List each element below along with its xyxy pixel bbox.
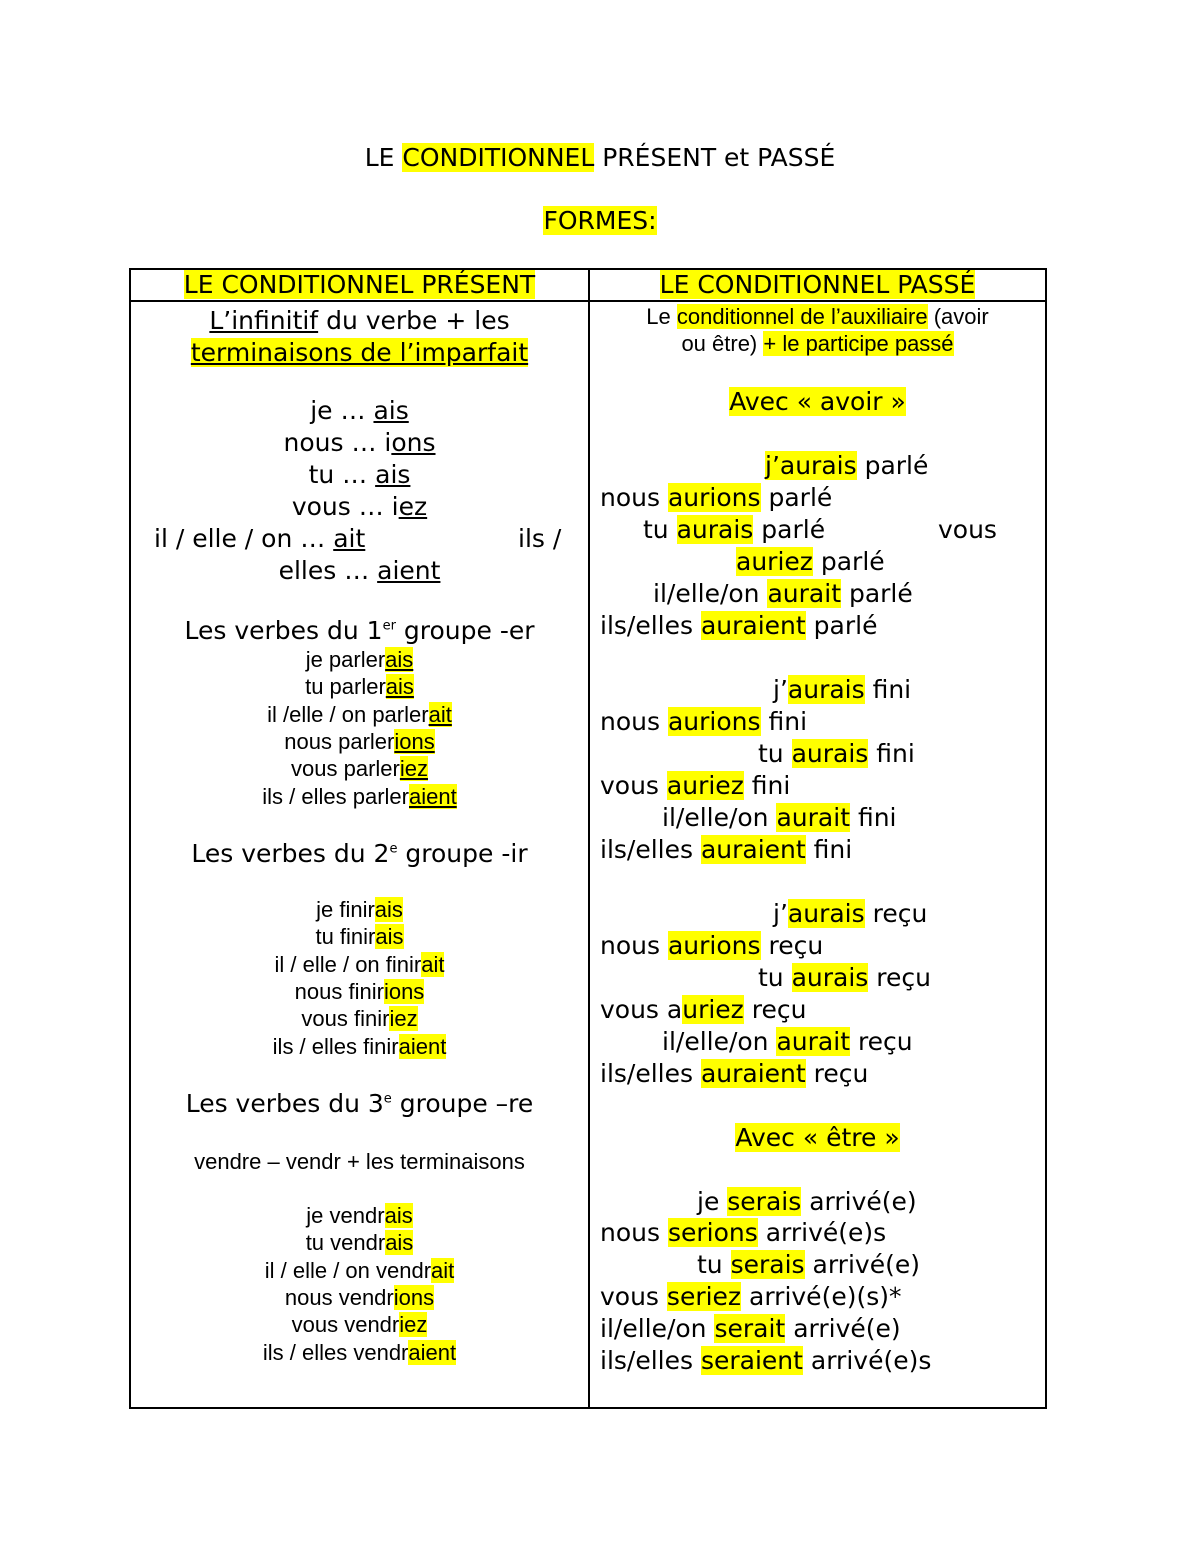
group-title-text: Les verbes du 1	[184, 616, 383, 645]
pronoun: tu	[697, 1250, 731, 1279]
group1-title	[131, 615, 588, 647]
parle-tu	[643, 514, 825, 546]
recu-nous	[600, 930, 823, 962]
verb-ending: ais	[374, 897, 403, 922]
auxiliary: aurais	[791, 739, 869, 768]
verb-ending: ait	[421, 951, 445, 977]
pronoun: ils/elles	[600, 1346, 701, 1375]
verb-stem: ils / elles parler	[262, 783, 409, 809]
verb-stem: vous vendr	[291, 1312, 400, 1338]
verb-ending: ais	[375, 924, 404, 950]
pronoun: tu …	[308, 460, 376, 489]
group1-row	[131, 646, 588, 673]
fini-vous	[600, 770, 790, 802]
parle-vous	[938, 514, 997, 546]
pronoun: tu	[758, 963, 792, 992]
pronoun: vous	[600, 1282, 667, 1311]
verb-ending: ais	[385, 674, 414, 700]
pronoun: vous … i	[291, 492, 399, 521]
pronoun: il/elle/on	[662, 1027, 777, 1056]
pronoun: nous	[600, 931, 668, 960]
group2-row	[131, 896, 588, 923]
rule-text: Le	[646, 304, 677, 329]
verb-stem: tu vendr	[305, 1230, 386, 1256]
auxiliary: aurais	[676, 515, 754, 544]
pronoun: vous	[600, 771, 667, 800]
group1-row	[131, 755, 588, 782]
pronoun: vous	[938, 515, 997, 544]
verb-ending: ais	[385, 647, 414, 672]
participle: arrivé(e)(s)*	[741, 1282, 902, 1311]
arrive-nous	[600, 1217, 886, 1249]
pronoun: elles …	[278, 556, 378, 585]
pronoun: nous	[600, 1218, 668, 1247]
title-text: LE	[364, 143, 403, 172]
verb-ending: ait	[431, 1257, 455, 1283]
auxiliary: serais	[727, 1187, 802, 1216]
verb-stem: il / elle / on finir	[274, 951, 422, 977]
verb-ending: ions	[394, 728, 435, 754]
pronoun: je	[697, 1187, 728, 1216]
verb-ending: iez	[399, 1312, 428, 1338]
auxiliary: aurais	[791, 963, 869, 992]
verb-stem: il /elle / on parler	[267, 701, 429, 727]
passe-rule-line-1	[590, 303, 1045, 331]
verb-stem: je parler	[305, 647, 386, 672]
group-title-text: Les verbes du 3	[185, 1089, 384, 1118]
group-title-sup: e	[389, 841, 398, 857]
verb-ending: iez	[389, 1006, 418, 1032]
verb-ending: aient	[408, 1339, 457, 1365]
group1-row	[131, 783, 588, 810]
verb-stem: tu finir	[315, 924, 376, 950]
ending: ez	[398, 492, 428, 521]
ending-ils	[518, 523, 561, 555]
verb-stem: nous vendr	[284, 1284, 394, 1310]
ending-elles	[131, 555, 588, 587]
rule-text: du verbe + les	[318, 306, 510, 335]
auxiliary: aurait	[767, 579, 841, 608]
pronoun: tu	[643, 515, 677, 544]
ending: ais	[373, 396, 409, 425]
participle: arrivé(e)	[801, 1187, 917, 1216]
fini-tu	[758, 738, 915, 770]
pronoun: ils /	[518, 524, 562, 553]
participle: parlé	[753, 515, 826, 544]
etre-label: Avec « être »	[735, 1123, 900, 1152]
recu-il	[662, 1026, 913, 1058]
participle: parlé	[805, 611, 878, 640]
auxiliary: seriez	[666, 1282, 742, 1311]
pronoun: ils/elles	[600, 611, 701, 640]
verb-stem: je finir	[316, 897, 375, 922]
auxiliary: auriez	[736, 547, 813, 576]
column-divider	[588, 268, 590, 1409]
participle: reçu	[850, 1027, 913, 1056]
terminaisons-text: terminaisons de l’imparfait	[190, 338, 529, 367]
participle: fini	[805, 835, 853, 864]
verb-stem: nous finir	[294, 978, 384, 1004]
auxiliary: uriez	[682, 995, 744, 1024]
arrive-ils	[600, 1345, 931, 1377]
group2-row	[131, 923, 588, 950]
fini-il	[662, 802, 896, 834]
arrive-vous	[600, 1281, 902, 1313]
auxiliary: serions	[667, 1218, 758, 1247]
parle-nous	[600, 482, 832, 514]
recu-j	[773, 898, 927, 930]
pronoun: ils/elles	[600, 1059, 701, 1088]
formes-label: FORMES:	[543, 206, 657, 235]
parle-vous-verb	[736, 546, 885, 578]
auxiliary: auraient	[700, 1059, 806, 1088]
passe-header	[590, 270, 1045, 300]
verb-ending: ais	[385, 1230, 414, 1256]
group2-row	[131, 1033, 588, 1060]
document-title	[0, 140, 1200, 176]
auxiliary: serait	[714, 1314, 786, 1343]
auxiliary: aurions	[667, 931, 761, 960]
participle: arrivé(e)s	[757, 1218, 887, 1247]
arrive-je	[697, 1186, 917, 1218]
passe-header-label: LE CONDITIONNEL PASSÉ	[659, 270, 976, 299]
group2-row	[131, 978, 588, 1005]
verb-ending: aient	[409, 783, 457, 809]
group3-title	[131, 1088, 588, 1120]
pronoun: ils/elles	[600, 835, 701, 864]
pronoun: j’	[773, 899, 788, 928]
participle: arrivé(e)	[804, 1250, 920, 1279]
ending-tu	[131, 459, 588, 491]
verb-ending: ions	[393, 1284, 435, 1310]
recu-tu	[758, 962, 931, 994]
auxiliary: serais	[730, 1250, 805, 1279]
pronoun: j’	[773, 675, 788, 704]
verb-ending: ais	[384, 1203, 413, 1228]
formes-heading	[0, 203, 1200, 239]
parle-il	[653, 578, 913, 610]
participle: reçu	[743, 995, 807, 1024]
recu-ils	[600, 1058, 868, 1090]
pronoun: je …	[310, 396, 374, 425]
auxiliary: aurait	[776, 1027, 850, 1056]
group1-row	[131, 701, 588, 728]
fini-ils	[600, 834, 852, 866]
verb-stem: je vendr	[306, 1203, 385, 1228]
passe-rule-line-2	[590, 330, 1045, 358]
auxiliary: aurais	[787, 899, 865, 928]
participle: reçu	[868, 963, 931, 992]
parle-ils	[600, 610, 877, 642]
verb-ending: ions	[383, 978, 425, 1004]
present-rule-line-2	[131, 337, 588, 369]
recu-vous	[600, 994, 806, 1026]
pronoun: nous … i	[283, 428, 392, 457]
group3-row	[131, 1311, 588, 1338]
verb-stem: ils / elles vendr	[262, 1339, 409, 1365]
present-rule-line-1	[131, 305, 588, 337]
pronoun: il/elle/on	[653, 579, 768, 608]
group-title-text: groupe -ir	[397, 839, 528, 868]
auxiliary: auriez	[666, 771, 744, 800]
etre-heading	[590, 1122, 1045, 1154]
ending: ons	[391, 428, 436, 457]
rule-text: (avoir	[927, 304, 989, 329]
avoir-heading	[590, 386, 1045, 418]
pronoun: tu	[758, 739, 792, 768]
group3-row	[131, 1202, 588, 1229]
participle: reçu	[760, 931, 824, 960]
verb-ending: iez	[399, 756, 428, 782]
ending: ais	[375, 460, 411, 489]
ending-il	[154, 523, 365, 555]
auxiliary: aurions	[667, 483, 761, 512]
participle: fini	[864, 675, 912, 704]
auxiliary: auraient	[700, 611, 806, 640]
verb-ending: aient	[398, 1033, 447, 1059]
participle: parlé	[841, 579, 913, 608]
group1-row	[131, 728, 588, 755]
group3-row	[131, 1284, 588, 1311]
group2-title	[131, 838, 588, 870]
group1-row	[131, 673, 588, 700]
group-title-text: Les verbes du 2	[191, 839, 390, 868]
ending: aient	[377, 556, 441, 585]
rule-highlight: + le participe passé	[763, 331, 954, 356]
arrive-tu	[697, 1249, 920, 1281]
auxiliary: auraient	[700, 835, 806, 864]
group3-row	[131, 1339, 588, 1366]
group3-row	[131, 1229, 588, 1256]
verb-stem: il / elle / on vendr	[264, 1257, 432, 1283]
participle: arrivé(e)s	[802, 1346, 932, 1375]
auxiliary: aurait	[776, 803, 850, 832]
verb-stem: ils / elles finir	[272, 1033, 399, 1059]
participle: fini	[850, 803, 897, 832]
verb-stem: nous parler	[284, 728, 395, 754]
pronoun: nous	[600, 483, 668, 512]
present-header-label: LE CONDITIONNEL PRÉSENT	[183, 270, 536, 299]
participle: parlé	[812, 547, 885, 576]
verb-stem: tu parler	[305, 674, 386, 700]
ending: ait	[333, 524, 366, 553]
participle: fini	[868, 739, 915, 768]
pronoun: il/elle/on	[600, 1314, 715, 1343]
group-title-text: groupe –re	[391, 1089, 534, 1118]
participle: arrivé(e)	[785, 1314, 901, 1343]
verb-stem: vous parler	[291, 756, 400, 782]
rule-text: ou être)	[681, 331, 764, 356]
infinitif-text: L’infinitif	[209, 306, 319, 335]
pronoun: il / elle / on …	[154, 524, 334, 553]
group-title-sup: er	[382, 618, 396, 634]
verb-ending: ait	[428, 701, 452, 727]
ending-je	[131, 395, 588, 427]
auxiliary: j’aurais	[765, 451, 857, 480]
participle: reçu	[805, 1059, 869, 1088]
auxiliary: aurions	[667, 707, 761, 736]
participle: parlé	[856, 451, 929, 480]
rule-highlight: conditionnel de l’auxiliaire	[676, 304, 928, 329]
pronoun: il/elle/on	[662, 803, 777, 832]
arrive-il	[600, 1313, 901, 1345]
participle: parlé	[760, 483, 833, 512]
title-highlight: CONDITIONNEL	[402, 143, 595, 172]
parle-j	[765, 450, 928, 482]
participle: fini	[760, 707, 808, 736]
auxiliary: seraient	[700, 1346, 803, 1375]
header-divider	[129, 300, 1047, 302]
ending-nous	[131, 427, 588, 459]
ending-vous	[131, 491, 588, 523]
group2-row	[131, 951, 588, 978]
group3-row	[131, 1257, 588, 1284]
auxiliary: aurais	[787, 675, 865, 704]
pronoun: vous a	[600, 995, 683, 1024]
group-title-sup: e	[383, 1091, 392, 1107]
participle: reçu	[864, 899, 928, 928]
avoir-label: Avec « avoir »	[729, 387, 906, 416]
group2-row	[131, 1005, 588, 1032]
title-text-end: PRÉSENT et PASSÉ	[594, 143, 836, 172]
pronoun: nous	[600, 707, 668, 736]
verb-stem: vous finir	[301, 1006, 390, 1032]
fini-j	[773, 674, 911, 706]
present-header	[131, 270, 588, 300]
group-title-text: groupe -er	[395, 616, 535, 645]
fini-nous	[600, 706, 807, 738]
group3-note: vendre – vendr + les terminaisons	[194, 1149, 525, 1174]
participle: fini	[743, 771, 791, 800]
